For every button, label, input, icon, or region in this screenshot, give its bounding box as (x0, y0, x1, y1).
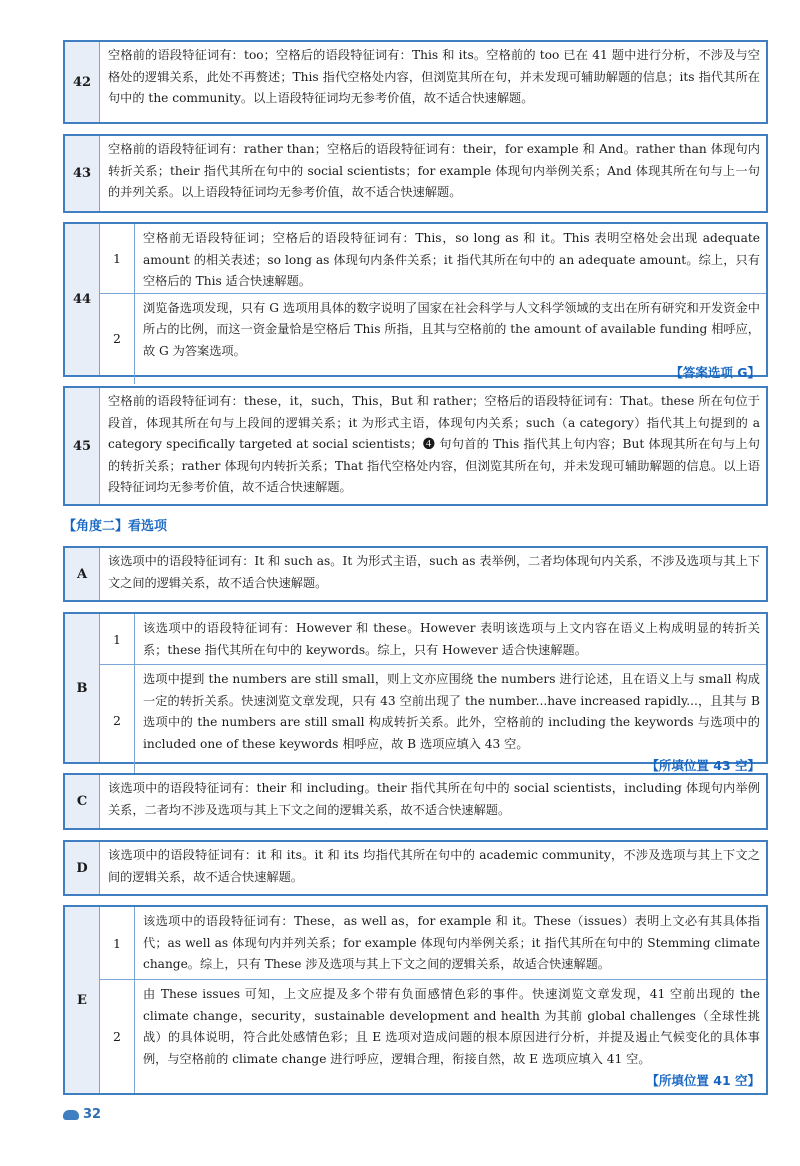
sub-row-number: 1 (100, 614, 135, 664)
sub-row-text: 浏览备选项发现，只有 G 选项用具体的数字说明了国家在社会科学与人文科学领域的支出在所有研究和开发资金中所占的比例，而这一资金量恰是空格后 This 所指，且其与空格前的 the amount of available funding 相呼应，故 G 为答案选项。 (143, 300, 760, 358)
option-label: E (65, 907, 100, 1093)
option-c (63, 773, 768, 830)
sub-row-text: 由 These issues 可知，上文应提及多个带有负面感情色彩的事件。快速浏览文章发现，41 空前出现的 the climate change，security，sustainable development and health 为其前 global challenges（全球性挑战）的具体说明，符合此处感情色彩；且 E 选项对造成问题的根本原因进行分析，并提及遏止气候变化的具体事例，与空格前的 climate change 进行呼应，逻辑合理，衔接自然，故 E 选项应填入 41 空。 (143, 987, 760, 1066)
option-label: C (65, 775, 100, 828)
sub-row-text: 该选项中的语段特征词有：However 和 these。However 表明该选项与上文内容在语义上构成明显的转折关系；these 指代其所在句中的 keywords。综上，只有 However 适合快速解题。 (143, 621, 760, 657)
option-d (63, 840, 768, 896)
sub-row-text: 该选项中的语段特征词有：These，as well as，for example 和 it。These（issues）表明上文必有其具体指代；as well as 体现句内并列关系；for example 体现句内举例关系；it 指代其所在句中的 Stemming climate change。综上，只有 These 涉及选项与其上下文之间的逻辑关系，故适合快速解题。 (143, 914, 760, 971)
sub-row-text: 选项中提到 the numbers are still small，则上文亦应围绕 the numbers 进行论述，且在语义上与 small 构成一定的转折关系。快速浏览文章发现，只有 43 空前出现了 the number...have increased rapidly...，且其与 B 选项中的 the numbers are still small 构成转折关系。此外，空格前的 including the keywords 与选项中的 included one of these keywords 相呼应，故 B 选项应填入 43 空。 (143, 672, 760, 751)
answer-tag: 【所填位置 43 空】 (646, 758, 760, 773)
sub-row-number: 2 (100, 294, 135, 384)
answer-tag: 【答案选项 G】 (670, 365, 760, 380)
option-a (63, 546, 768, 602)
item-42 (63, 40, 768, 124)
item-45 (63, 386, 768, 506)
sub-row (100, 907, 766, 979)
sub-row (100, 979, 766, 1093)
sub-row-number: 2 (100, 665, 135, 777)
option-label: B (65, 614, 100, 762)
item-text: 空格前的语段特征词有：too；空格后的语段特征词有：This 和 its。空格前的 too 已在 41 题中进行分析，不涉及与空格处的逻辑关系，此处不再赘述；This 指代空格处内容，但浏览其所在句，并未发现可辅助解题的信息；its 指代其所在句中的 the community。以上语段特征词均无参考价值，故不适合快速解题。 (108, 48, 760, 105)
item-text: 空格前的语段特征词有：rather than；空格后的语段特征词有：their，for example 和 And。rather than 体现句内转折关系；their 指代其所在句中的 social scientists；for example 体现句内举例关系；And 体现其所在句与上一句的并列关系。以上语段特征词均无参考价值，故不适合快速解题。 (108, 142, 760, 199)
item-text: 空格前的语段特征词有：these，it，such，This，But 和 rather；空格后的语段特征词有：That。these 所在句位于段首，体现其所在句与上段间的逻辑关系；it 为形式主语，体现句内关系；such（a category）指代其上句提到的 a category specifically targeted at social scientists；❹ 句句首的 This 指代其上句内容；But 体现其所在句与上句的转折关系；rather 体现句内转折关系；That 指代空格处内容，但浏览其所在句，并未发现可辅助解题的信息。以上语段特征词均无参考价值，故不适合快速解题。 (108, 394, 760, 494)
option-label: A (65, 548, 100, 600)
option-text: 该选项中的语段特征词有：their 和 including。their 指代其所在句中的 social scientists，including 体现句内举例关系，二者均不涉及选项与其上下文之间的逻辑关系，故不适合快速解题。 (108, 781, 760, 817)
sub-row (100, 664, 766, 777)
option-e (63, 905, 768, 1095)
item-label: 44 (65, 224, 100, 375)
sub-row-number: 1 (100, 224, 135, 293)
page-footer (63, 1107, 101, 1122)
option-text: 该选项中的语段特征词有：It 和 such as。It 为形式主语，such as 表举例，二者均体现句内关系，不涉及选项与其上下文之间的逻辑关系，故不适合快速解题。 (108, 554, 760, 590)
cloud-icon (63, 1110, 79, 1120)
sub-row-number: 1 (100, 907, 135, 979)
answer-tag: 【所填位置 41 空】 (646, 1073, 760, 1088)
item-label: 45 (65, 388, 100, 504)
item-44 (63, 222, 768, 380)
sub-row (100, 224, 766, 293)
option-text: 该选项中的语段特征词有：it 和 its。it 和 its 均指代其所在句中的 academic community，不涉及选项与其上下文之间的逻辑关系，故不适合快速解题。 (108, 848, 760, 884)
sub-row-number: 2 (100, 980, 135, 1093)
option-label: D (65, 842, 100, 894)
page-number: 32 (83, 1107, 102, 1122)
option-b (63, 612, 768, 773)
item-label: 43 (65, 136, 100, 211)
sub-row (100, 293, 766, 384)
section-title: 【角度二】看选项 (63, 519, 168, 534)
sub-row-text: 空格前无语段特征词；空格后的语段特征词有：This，so long as 和 it。This 表明空格处会出现 adequate amount 的相关表述；so long as 体现句内条件关系；it 指代其所在句中的 an adequate amount。综上，只有空格后的 This 适合快速解题。 (143, 231, 760, 288)
sub-row (100, 614, 766, 664)
item-label: 42 (65, 42, 100, 122)
item-43 (63, 134, 768, 213)
